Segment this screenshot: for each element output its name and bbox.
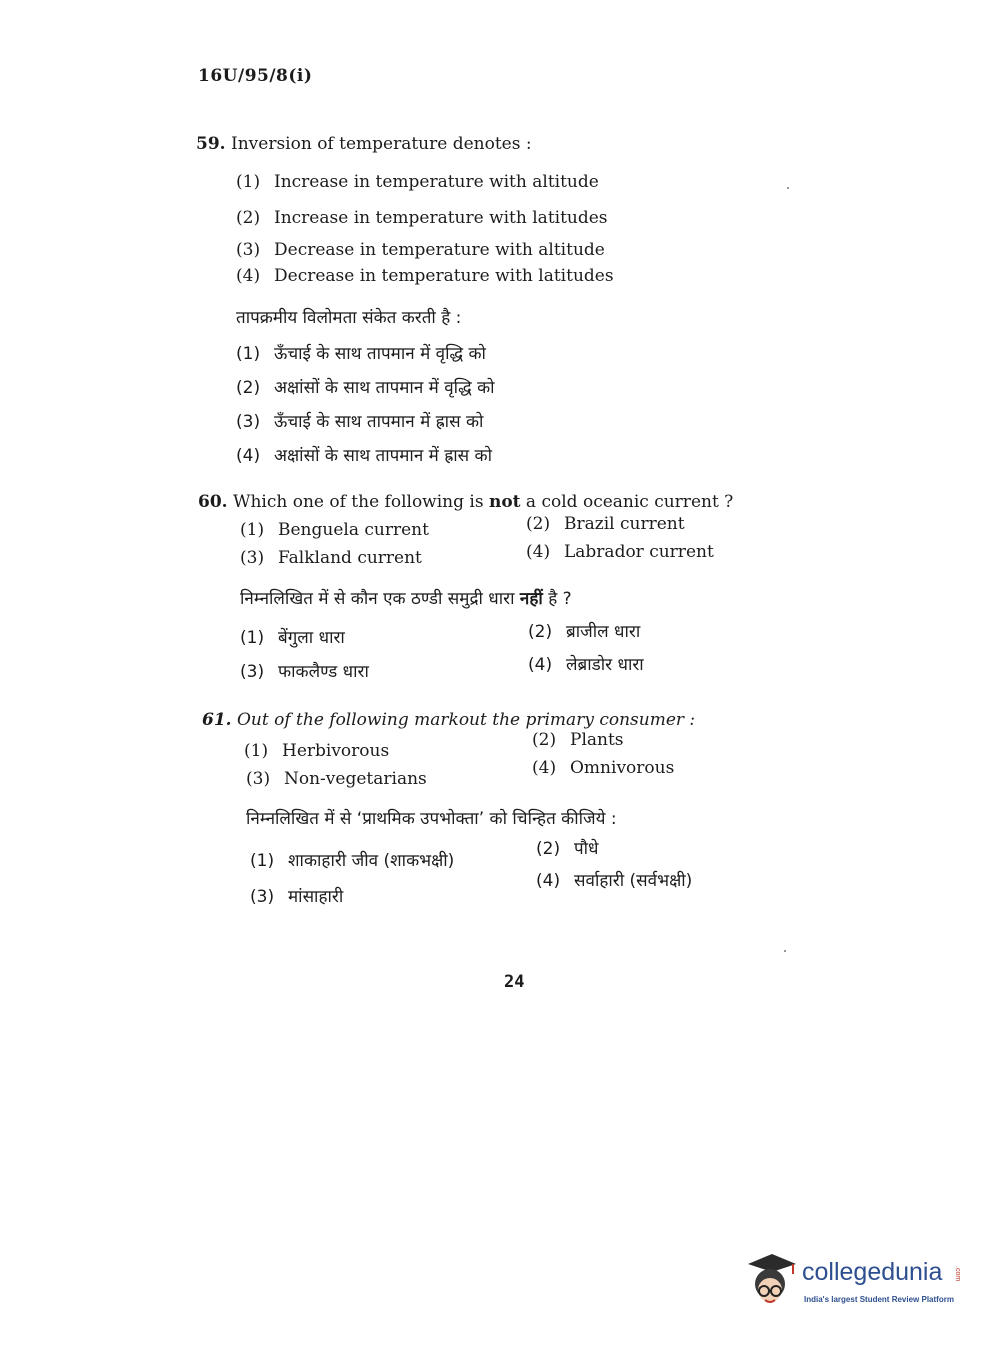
option-text: Increase in temperature with altitude	[274, 172, 599, 192]
option-number: (3)	[240, 662, 265, 682]
option-text: Decrease in temperature with altitude	[274, 240, 605, 260]
mascot-icon	[742, 1250, 800, 1310]
option-hi	[536, 868, 692, 891]
option-text: Increase in temperature with latitudes	[274, 208, 608, 228]
question-number: 59.	[196, 134, 226, 154]
paper-code: 16U/95/8(i)	[198, 66, 313, 86]
option-number: (4)	[236, 446, 261, 466]
option-hi	[240, 625, 345, 648]
option-text: फाकलैण्ड धारा	[278, 662, 369, 682]
option-text: पौधे	[574, 839, 599, 859]
option-hi	[236, 375, 495, 398]
option-en	[236, 208, 608, 228]
option-text: Omnivorous	[570, 758, 675, 778]
option-text: Falkland current	[278, 548, 422, 568]
option-text: Brazil current	[564, 514, 685, 534]
question-59	[196, 134, 532, 154]
option-text: ऊँचाई के साथ तापमान में ह्रास को	[274, 412, 484, 432]
option-text: ऊँचाई के साथ तापमान में वृद्धि को	[274, 344, 486, 364]
option-en	[532, 730, 624, 750]
page-number: 24	[504, 972, 525, 992]
question-number: 61.	[202, 710, 232, 730]
option-en	[532, 758, 674, 778]
option-number: (2)	[236, 378, 261, 398]
option-hi	[528, 652, 644, 675]
option-number: (1)	[240, 628, 265, 648]
option-number: (4)	[536, 871, 561, 891]
option-text: Benguela current	[278, 520, 429, 540]
question-text-en	[233, 492, 733, 512]
option-number: (4)	[528, 655, 553, 675]
option-number: (1)	[244, 741, 269, 761]
option-number: (4)	[236, 266, 261, 286]
option-number: (4)	[526, 542, 551, 562]
question-text-hi	[240, 586, 572, 609]
option-en	[236, 172, 599, 192]
brand-domain: .com	[954, 1266, 961, 1282]
option-text: शाकाहारी जीव (शाकभक्षी)	[288, 851, 455, 871]
option-hi	[236, 409, 483, 432]
option-number: (4)	[532, 758, 557, 778]
option-number: (2)	[236, 208, 261, 228]
text-emphasis: not	[488, 492, 521, 512]
option-text: Non-vegetarians	[284, 769, 427, 789]
option-en	[526, 542, 714, 562]
scan-speck	[784, 950, 786, 952]
brand-name: collegedunia	[802, 1258, 943, 1286]
text-part: Which one of the following is	[232, 492, 489, 512]
option-text: अक्षांसों के साथ तापमान में वृद्धि को	[274, 378, 495, 398]
option-number: (2)	[536, 839, 561, 859]
option-text: Plants	[570, 730, 624, 750]
option-text: Decrease in temperature with latitudes	[274, 266, 614, 286]
brand-tagline: India's largest Student Review Platform	[804, 1295, 954, 1304]
option-hi	[536, 836, 599, 859]
text-part: a cold oceanic current ?	[520, 492, 734, 512]
option-text: लेब्राडोर धारा	[566, 655, 644, 675]
question-61	[202, 710, 695, 730]
option-en	[526, 514, 685, 534]
question-text-en: Out of the following markout the primary consumer :	[236, 710, 696, 730]
option-hi	[250, 884, 343, 907]
question-number: 60.	[198, 492, 228, 512]
option-text: अक्षांसों के साथ तापमान में ह्रास को	[274, 446, 493, 466]
option-hi	[528, 619, 640, 642]
question-text-en: Inversion of temperature denotes :	[230, 134, 532, 154]
collegedunia-logo	[742, 1250, 972, 1314]
option-en	[244, 741, 389, 761]
option-number: (3)	[246, 769, 271, 789]
option-number: (2)	[526, 514, 551, 534]
question-text-hi: तापक्रमीय विलोमता संकेत करती है :	[236, 308, 462, 328]
option-hi	[236, 443, 492, 466]
option-number: (3)	[236, 240, 261, 260]
option-number: (2)	[532, 730, 557, 750]
question-text-hi: निम्नलिखित में से ‘प्राथमिक उपभोक्ता’ को चिन्हित कीजिये :	[246, 809, 617, 829]
question-60	[198, 492, 733, 512]
option-text: Labrador current	[564, 542, 714, 562]
option-text: मांसाहारी	[288, 887, 344, 907]
option-number: (1)	[236, 344, 261, 364]
option-number: (1)	[236, 172, 261, 192]
option-text: बेंगुला धारा	[278, 628, 345, 648]
option-text: सर्वाहारी (सर्वभक्षी)	[574, 871, 693, 891]
option-hi	[240, 659, 369, 682]
option-number: (3)	[240, 548, 265, 568]
option-en	[236, 240, 605, 260]
option-hi	[236, 341, 486, 364]
option-number: (1)	[240, 520, 265, 540]
option-en	[240, 548, 422, 568]
option-number: (3)	[236, 412, 261, 432]
option-text: Herbivorous	[282, 741, 390, 761]
scan-speck	[787, 187, 789, 189]
option-text: ब्राजील धारा	[566, 622, 641, 642]
option-hi	[250, 848, 454, 871]
option-number: (1)	[250, 851, 275, 871]
option-en	[246, 769, 427, 789]
option-en	[240, 520, 429, 540]
text-emphasis: नहीं	[519, 589, 543, 609]
option-en	[236, 266, 614, 286]
option-number: (2)	[528, 622, 553, 642]
text-part: है ?	[542, 589, 572, 609]
option-number: (3)	[250, 887, 275, 907]
text-part: निम्नलिखित में से कौन एक ठण्डी समुद्री धारा	[240, 589, 520, 609]
